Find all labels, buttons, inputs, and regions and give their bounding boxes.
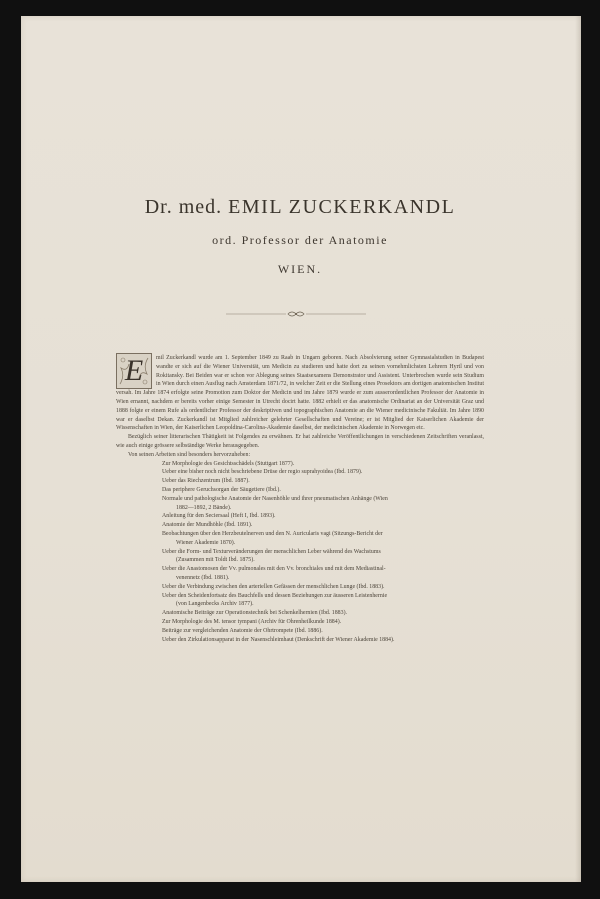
work-continuation: venennetz (Ibd. 1881). <box>176 574 230 581</box>
list-item <box>162 627 484 636</box>
work-continuation: (Zusammen mit Toldt Ibd. 1875). <box>176 557 255 564</box>
ornament-divider-icon <box>226 309 366 319</box>
city-heading: WIEN. <box>277 262 323 276</box>
list-item <box>162 636 484 645</box>
list-item <box>162 486 484 495</box>
work-title: Ueber eine bisher noch nicht beschriebene Drüse der regio suprahyoidea (Ibd. 1879). <box>162 469 363 476</box>
list-item <box>162 512 484 521</box>
list-item <box>162 521 484 530</box>
page-title <box>0 196 600 219</box>
list-item <box>162 618 484 627</box>
work-title: Ueber den Scheidenfortsatz des Bauchfells und dessen Beziehungen zur äusseren Leistenhernie <box>162 592 388 599</box>
list-item <box>162 609 484 618</box>
list-item <box>162 592 484 610</box>
list-item <box>162 468 484 477</box>
work-continuation: Wiener Akademie 1870). <box>176 539 236 546</box>
page-edge-shadow <box>575 16 581 882</box>
list-item <box>162 548 484 566</box>
page-subtitle: ord. Professor der Anatomie <box>212 233 388 247</box>
dropcap-initial <box>116 353 152 389</box>
work-continuation: 1882—1892, 2 Bände). <box>176 504 232 511</box>
list-item <box>162 530 484 548</box>
work-title: Ueber die Anastomosen der Vv. pulmonales mit den Vv. bronchiales und mit dem Mediastinal- <box>162 566 386 573</box>
list-item <box>162 583 484 592</box>
biography-text <box>116 354 484 644</box>
work-title: Zur Morphologie des Gesichtsschädels (Stuttgart 1877). <box>162 460 295 467</box>
title-prefix: Dr. med. <box>144 196 223 218</box>
works-intro: Von seinen Arbeiten sind besonders hervorzuheben: <box>128 451 251 458</box>
list-item <box>162 495 484 513</box>
list-item <box>162 565 484 583</box>
work-continuation: (von Langenbecks Archiv 1877). <box>176 601 254 608</box>
work-title: Ueber das Riechzentrum (Ibd. 1887). <box>162 478 250 485</box>
work-title: Anatomie der Mundhöhle (Ibd. 1891). <box>162 522 253 529</box>
list-item <box>162 460 484 469</box>
work-title: Zur Morphologie des M. tensor tympani (Archiv für Ohrenheilkunde 1884). <box>162 618 342 625</box>
biography-paragraph: mil Zuckerkandl wurde am 1. September 1849 zu Raab in Ungarn geboren. Nach Absolvierung seiner Gymnasialstudien in Budapest wandte er sich auf die Wiener Universität, um Medicin zu studieren und hatte dort zu seinen vornehmlichsten Lehrern Hyrtl und von Rokitansky. Bei Beiden war er schon vor Ablegung seines Staatsexamens Demonstrator und Assistent. Unterbrochen wurde sein Studium in Wien durch einen Ausflug nach Amsterdam 1871/72, in welcher Zeit er die Stellung eines Prosektors am dortigen anatomischen Institut versah. Im Jahre 1874 erfolgte seine Promotion zum Doktor der Medicin und im Jahre 1879 wurde er zum ausserordentlichen Professor der Anatomie in Wien ernannt, nachdem er bereits vorher einige Semester in Utrecht docirt hatte. 1882 erhielt er das anatomische Ordinariat an der Universität Graz und 1888 folgte er einem Rufe als ordentlicher Professor der deskriptiven und topographischen Anatomie an die Wiener medicinische Fakultät. Im Jahre 1890 war er daselbst Dekan. Zuckerkandl ist Mitglied zahlreicher gelehrter Gesellschaften und Vereine; er ist Mitglied der Kaiserlichen Akademie der Wissenschaften in Wien, der Kaiserlichen Leopoldina-Carolina-Akademie daselbst, der medicinischen Akademie in Norwegen etc. <box>116 355 484 432</box>
work-title: Das periphere Geruchsorgan der Säugetiere (Ibd.). <box>162 486 281 493</box>
list-item <box>162 477 484 486</box>
work-title: Anleitung für den Seciersaal (Heft I, Ibd. 1893). <box>162 513 276 520</box>
work-title: Beobachtungen über den Herzbeutelnerven und den N. Auricularis vagi (Sitzungs-Bericht der <box>162 530 383 537</box>
work-title: Ueber den Zirkulationsapparat in der Nasenschleimhaut (Denkschrift der Wiener Akademie 1884). <box>162 636 395 643</box>
title-name: EMIL ZUCKERKANDL <box>228 196 456 218</box>
dropcap-letter: E <box>124 354 144 387</box>
work-title: Ueber die Form- und Texturveränderungen der menschlichen Leber während des Wachstums <box>162 548 381 555</box>
work-title: Anatomische Beiträge zur Operationstechnik bei Schenkelhernien (Ibd. 1883). <box>162 610 348 617</box>
work-title: Ueber die Verbindung zwischen den arteriellen Gefässen der menschlichen Lunge (Ibd. 1883). <box>162 583 385 590</box>
literary-intro: Bezüglich seiner litterarischen Thätigkeit ist Folgendes zu erwähnen. Er hat zahlreiche Veröffentlichungen in verschiedenen Zeitschriften veranlasst, wie auch einige grössere selbständige Werke herausgegeben. <box>116 434 484 449</box>
work-title: Beiträge zur vergleichenden Anatomie der Ohrtrompete (Ibd. 1886). <box>162 627 323 634</box>
work-title: Normale und pathologische Anatomie der Nasenhöhle und ihrer pneumatischen Anhänge (Wien <box>162 495 388 502</box>
works-list <box>116 460 484 645</box>
